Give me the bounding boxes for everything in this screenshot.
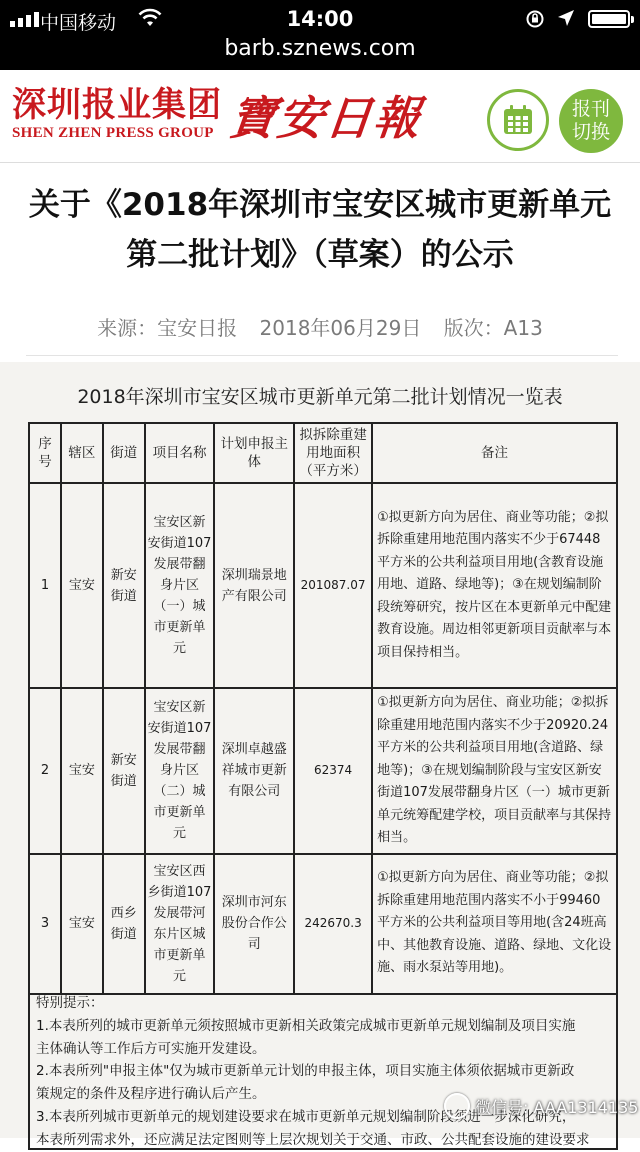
note-line: 策规定的条件及程序进行确认后产生。 [36, 1086, 266, 1103]
table-row [29, 854, 617, 994]
battery-icon [588, 10, 630, 28]
special-notes [28, 990, 618, 1150]
press-group-name: 深圳报业集团 [12, 85, 222, 125]
article-source: 来源：宝安日报 [97, 316, 238, 340]
cell-district: 宝安 [61, 483, 103, 688]
calendar-icon [501, 103, 535, 137]
status-bar [0, 0, 640, 70]
cell-street: 西乡街道 [103, 854, 145, 994]
cell-street: 新安街道 [103, 483, 145, 688]
notes-heading: 特别提示： [36, 995, 104, 1011]
header-cell: 项目名称 [145, 423, 215, 483]
cell-no: 3 [29, 854, 61, 994]
plan-table [28, 422, 618, 995]
article-edition: 版次：A13 [443, 316, 543, 340]
cell-applicant: 深圳瑞景地产有限公司 [214, 483, 294, 688]
article-image[interactable] [0, 362, 640, 1148]
press-group-name-en: SHEN ZHEN PRESS GROUP [12, 125, 214, 141]
carrier-name: 中国移动 [40, 12, 117, 34]
cell-area: 62374 [294, 688, 372, 854]
cell-project: 宝安区新安街道107发展带翻身片区（一）城市更新单元 [145, 483, 215, 688]
article-title: 关于《2018年深圳市宝安区城市更新单元第二批计划》（草案）的公示 [28, 187, 612, 273]
header-cell: 街道 [103, 423, 145, 483]
note-line: 1.本表所列的城市更新单元须按照城市更新相关政策完成城市更新单元规划编制及项目实施 [36, 1017, 576, 1034]
calendar-button[interactable] [487, 89, 549, 151]
cell-notes: ①拟更新方向为居住、商业功能；②拟拆除重建用地范围内落实不少于20920.24平方米的公共利益项目用地(含道路、绿地等)；③在规划编制阶段与宝安区新安街道107发展带翻身片区（一）城市更新单元统筹配建学校，项目贡献率与其保持相当。 [372, 688, 617, 854]
switch-label-1: 报刊 [571, 98, 610, 120]
watermark-text: 微信号: AAA1314135 [475, 1097, 639, 1117]
table-row [29, 483, 617, 688]
address-bar-url[interactable]: barb.sznews.com [224, 36, 416, 61]
cell-district: 宝安 [61, 854, 103, 994]
header-cell: 辖区 [61, 423, 103, 483]
wechat-watermark [444, 1093, 638, 1119]
switch-label-2: 切换 [571, 121, 610, 143]
clock: 14:00 [286, 7, 354, 31]
header-cell: 序号 [29, 423, 61, 483]
cell-district: 宝安 [61, 688, 103, 854]
article-meta [0, 312, 640, 341]
cell-project: 宝安区西乡街道107发展带河东片区城市更新单元 [145, 854, 215, 994]
masthead [0, 70, 640, 163]
table-title: 2018年深圳市宝安区城市更新单元第二批计划情况一览表 [77, 386, 563, 408]
cell-applicant: 深圳卓越盛祥城市更新有限公司 [214, 688, 294, 854]
cell-no: 1 [29, 483, 61, 688]
cell-notes: ①拟更新方向为居住、商业等功能；②拟拆除重建用地范围内落实不小于99460平方米的公共利益项目等用地(含24班高中、其他教育设施、道路、绿地、文化设施、雨水泵站等用地)。 [372, 854, 617, 994]
table-header-row [29, 423, 617, 483]
cell-area: 242670.3 [294, 854, 372, 994]
rotation-lock-icon [525, 9, 545, 33]
cell-applicant: 深圳市河东股份合作公司 [214, 854, 294, 994]
cell-project: 宝安区新安街道107发展带翻身片区（二）城市更新单元 [145, 688, 215, 854]
note-line: 3.本表所列城市更新单元的规划建设要求在城市更新单元规划编制阶段须进一步深化研究， [36, 1108, 576, 1125]
note-line: 2.本表所列"申报主体"仅为城市更新单元计划的申报主体，项目实施主体须依据城市更新政 [36, 1063, 575, 1080]
header-cell: 计划申报主体 [214, 423, 294, 483]
divider [26, 355, 618, 356]
cell-notes: ①拟更新方向为居住、商业等功能；②拟拆除重建用地范围内落实不少于67448平方米的公共利益项目用地(含教育设施用地、道路、绿地等)；③在规划编制阶段统筹研究，按片区在本更新单元中配建教育设施。周边相邻更新项目贡献率与本项目保持相当。 [372, 483, 617, 688]
header-cell: 拟拆除重建用地面积（平方米） [294, 423, 372, 483]
cell-area: 201087.07 [294, 483, 372, 688]
switch-paper-button[interactable] [559, 89, 623, 153]
location-icon [557, 9, 575, 31]
table-row [29, 688, 617, 854]
press-group-logo [12, 86, 222, 142]
newspaper-name: 寶安日報 [226, 91, 425, 145]
cell-street: 新安街道 [103, 688, 145, 854]
article-date: 2018年06月29日 [259, 316, 422, 340]
note-line: 本表所列需求外，还应满足法定图则等上层次规划关于交通、市政、公共配套设施的建设要求 [36, 1131, 590, 1148]
wechat-icon [444, 1093, 470, 1119]
note-line: 主体确认等工作后方可实施开发建设。 [36, 1040, 266, 1057]
cell-no: 2 [29, 688, 61, 854]
header-cell: 备注 [372, 423, 617, 483]
